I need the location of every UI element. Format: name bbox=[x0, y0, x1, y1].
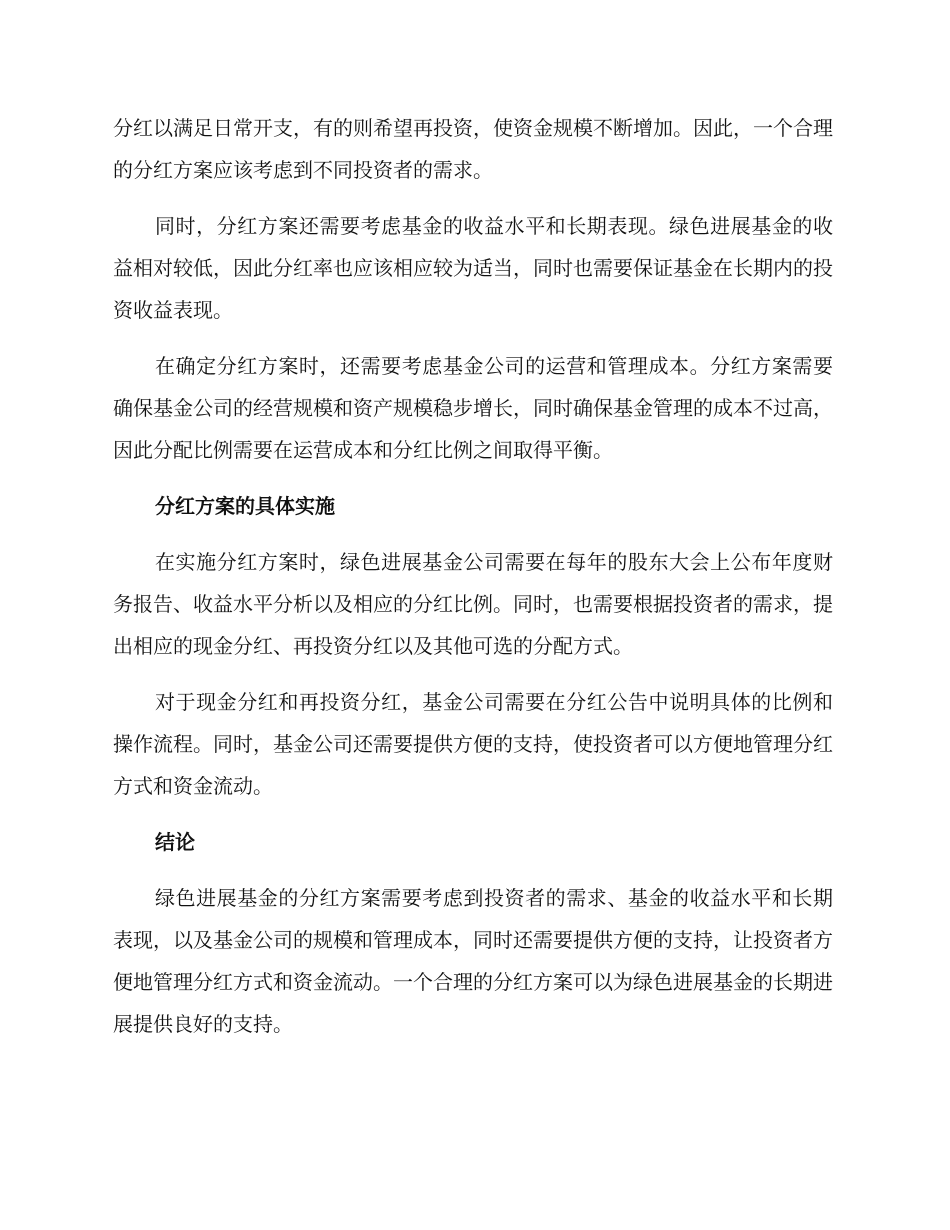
section-heading-conclusion: 结论 bbox=[155, 830, 195, 854]
paragraph-conclusion: 绿色进展基金的分红方案需要考虑到投资者的需求、基金的收益水平和长期表现，以及基金公司的规模和管理成本，同时还需要提供方便的支持，让投资者方便地管理分红方式和资金流动。一个合理的分红方案可以为绿色进展基金的长期进展提供良好的支持。 bbox=[113, 886, 833, 1036]
paragraph-operating-costs: 在确定分红方案时，还需要考虑基金公司的运营和管理成本。分红方案需要确保基金公司的经营规模和资产规模稳步增长，同时确保基金管理的成本不过高，因此分配比例需要在运营成本和分红比例之间取得平衡。 bbox=[113, 354, 833, 462]
section-heading-implementation: 分红方案的具体实施 bbox=[155, 494, 335, 518]
paragraph-continuation: 分红以满足日常开支，有的则希望再投资，使资金规模不断增加。因此，一个合理的分红方案应该考虑到不同投资者的需求。 bbox=[113, 116, 833, 182]
paragraph-implementation: 在实施分红方案时，绿色进展基金公司需要在每年的股东大会上公布年度财务报告、收益水平分析以及相应的分红比例。同时，也需要根据投资者的需求，提出相应的现金分红、再投资分红以及其他可选的分配方式。 bbox=[113, 550, 833, 658]
paragraph-cash-reinvestment: 对于现金分红和再投资分红，基金公司需要在分红公告中说明具体的比例和操作流程。同时，基金公司还需要提供方便的支持，使投资者可以方便地管理分红方式和资金流动。 bbox=[113, 690, 833, 798]
document-body bbox=[113, 107, 833, 1059]
paragraph-returns-performance: 同时，分红方案还需要考虑基金的收益水平和长期表现。绿色进展基金的收益相对较低，因此分红率也应该相应较为适当，同时也需要保证基金在长期内的投资收益表现。 bbox=[113, 214, 833, 322]
